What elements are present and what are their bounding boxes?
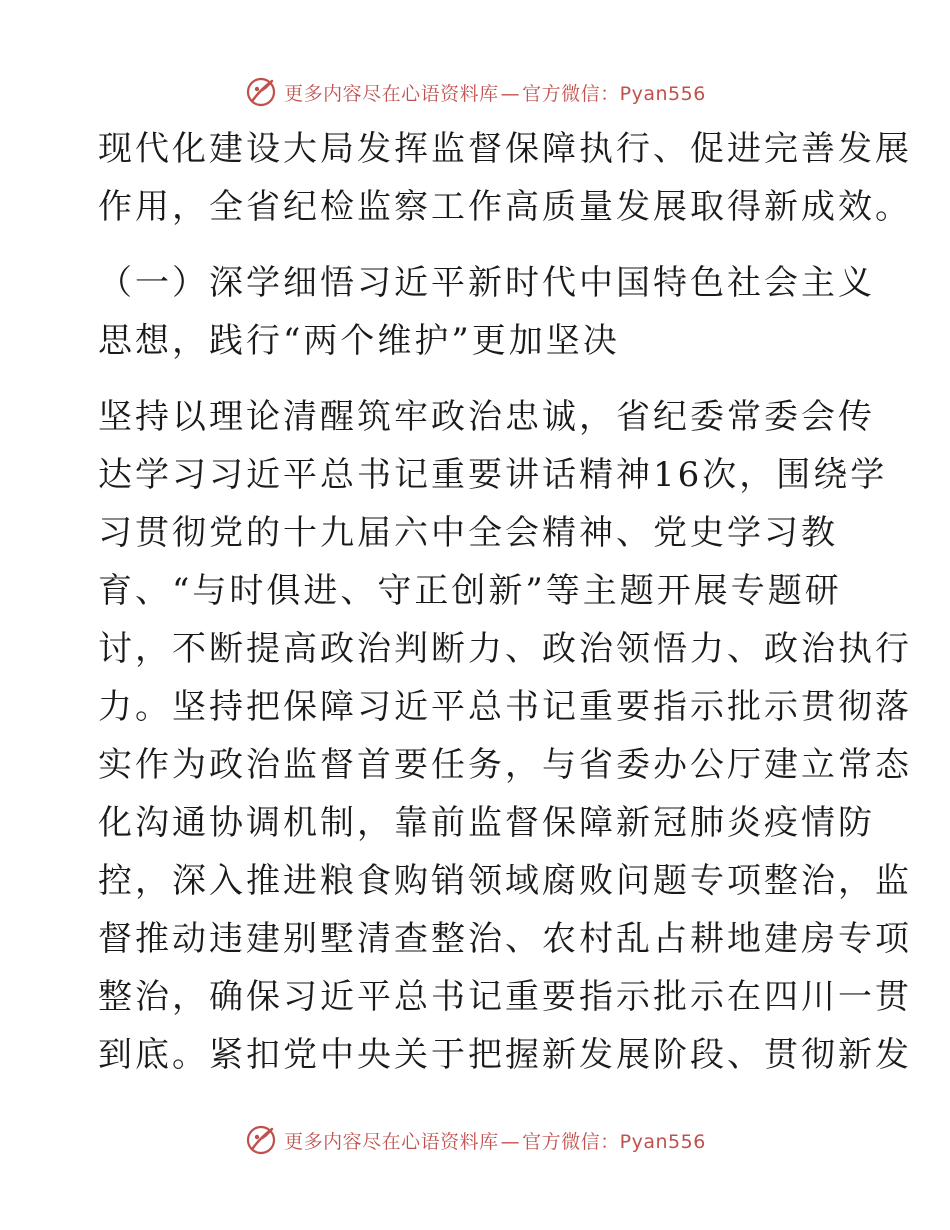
paragraph-intro xyxy=(98,120,912,236)
heading-line: （一）深学细悟习近平新时代中国特色社会主义 xyxy=(98,263,875,303)
text-line: 习贯彻党的十九届六中全会精神、党史学习教 xyxy=(98,513,838,553)
footer-watermark-text xyxy=(284,1127,706,1154)
text-line: 达学习习近平总书记重要讲话精神16次，围绕学 xyxy=(98,455,888,495)
watermark-wechat: 官方微信：Pyan556 xyxy=(522,1130,706,1153)
footer-watermark xyxy=(0,1120,950,1160)
text-line: 力。坚持把保障习近平总书记重要指示批示贯彻落 xyxy=(98,687,912,727)
text-line: 督推动违建别墅清查整治、农村乱占耕地建房专项 xyxy=(98,919,912,959)
text-line: 现代化建设大局发挥监督保障执行、促进完善发展 xyxy=(98,129,912,169)
watermark-dash: — xyxy=(500,1130,521,1153)
watermark-wechat: 官方微信：Pyan556 xyxy=(522,82,706,105)
watermark-title: 更多内容尽在心语资料库 xyxy=(284,1130,499,1153)
text-line: 讨，不断提高政治判断力、政治领悟力、政治执行 xyxy=(98,629,912,669)
text-line: 整治，确保习近平总书记重要指示批示在四川一贯 xyxy=(98,977,912,1017)
heading-line: 思想，践行“两个维护”更加坚决 xyxy=(98,321,620,361)
text-line: 控，深入推进粮食购销领域腐败问题专项整治，监 xyxy=(98,861,912,901)
watermark-title: 更多内容尽在心语资料库 xyxy=(284,82,499,105)
text-line: 化沟通协调机制，靠前监督保障新冠肺炎疫情防 xyxy=(98,803,875,843)
paragraph-body xyxy=(98,388,912,1084)
quill-logo-icon xyxy=(244,1123,278,1157)
text-line: 实作为政治监督首要任务，与省委办公厅建立常态 xyxy=(98,745,912,785)
document-body xyxy=(98,120,912,1084)
header-watermark-text xyxy=(284,79,706,106)
text-line: 育、“与时俱进、守正创新”等主题开展专题研 xyxy=(98,571,842,611)
text-line: 坚持以理论清醒筑牢政治忠诚，省纪委常委会传 xyxy=(98,397,875,437)
section-heading xyxy=(98,254,875,370)
watermark-dash: — xyxy=(500,82,521,105)
quill-logo-icon xyxy=(244,75,278,109)
header-watermark xyxy=(0,72,950,112)
text-line: 到底。紧扣党中央关于把握新发展阶段、贯彻新发 xyxy=(98,1035,912,1075)
text-line: 作用，全省纪检监察工作高质量发展取得新成效。 xyxy=(98,187,912,227)
